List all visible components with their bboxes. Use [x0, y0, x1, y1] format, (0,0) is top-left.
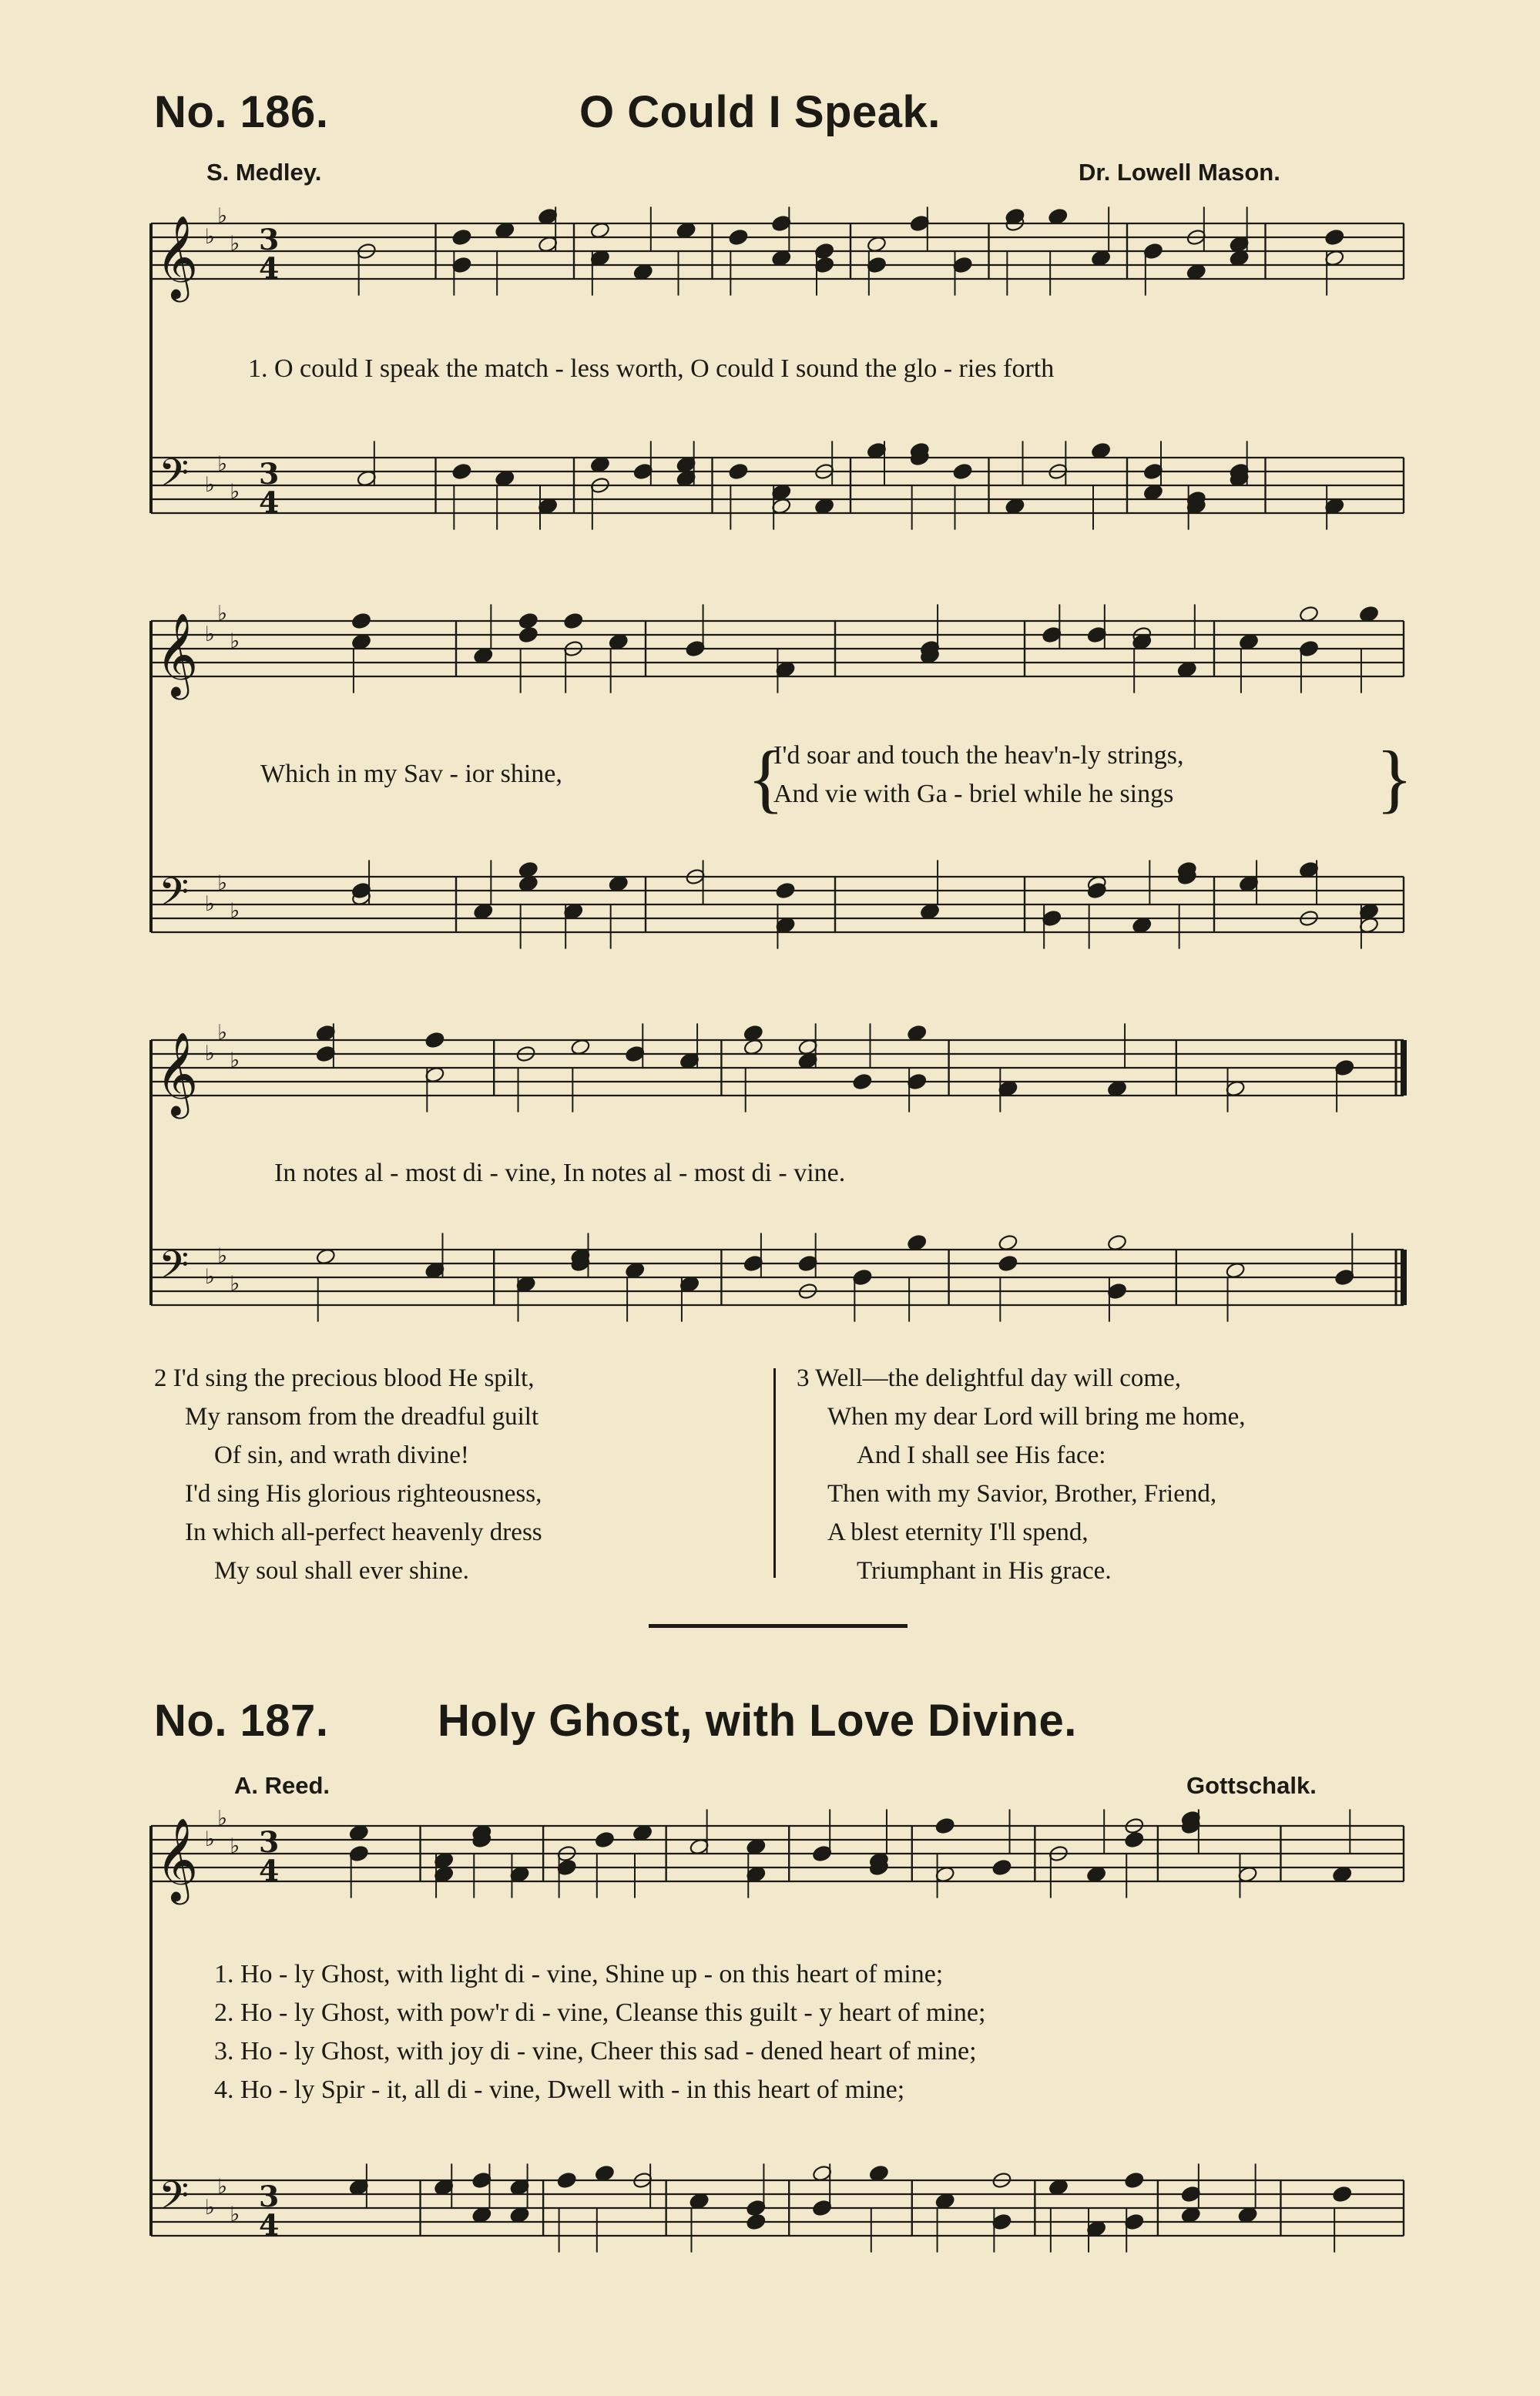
- note-head: [424, 1031, 445, 1049]
- verse-line: And I shall see His face:: [857, 1441, 1106, 1469]
- hymn-186-system-3-lyric: In notes al - most di - vine, In notes al - most di - vine.: [274, 1159, 846, 1187]
- verse-line: I'd sing His glorious righteousness,: [185, 1480, 542, 1508]
- hymn-186-lyricist: S. Medley.: [206, 159, 322, 186]
- hymn-187-title: Holy Ghost, with Love Divine.: [438, 1696, 1077, 1746]
- closing-brace-icon: }: [1376, 735, 1413, 820]
- flat-icon: ♭: [230, 1272, 240, 1297]
- flat-icon: ♭: [230, 232, 240, 257]
- time-signature-numerator: 3: [259, 457, 280, 492]
- flat-icon: ♭: [205, 2196, 215, 2220]
- treble-clef-icon: 𝄞: [156, 215, 199, 300]
- hymn-186-verse-3: [797, 1359, 1246, 1590]
- verse-line: 3 Well—the delightful day will come,: [797, 1364, 1181, 1392]
- note-head: [518, 612, 538, 629]
- flat-icon: ♭: [205, 1042, 215, 1066]
- hymn-186-system-1-lyric: 1. O could I speak the match - less worth, O could I sound the glo - ries forth: [248, 354, 1055, 383]
- hymn-187-lyric-4: 4. Ho - ly Spir - it, all di - vine, Dwell with - in this heart of mine;: [214, 2076, 905, 2104]
- verse-line: Triumphant in His grace.: [857, 1557, 1112, 1585]
- time-signature-numerator: 3: [259, 2180, 280, 2214]
- flat-icon: ♭: [230, 1049, 240, 1073]
- treble-clef-icon: 𝄞: [156, 1817, 199, 1902]
- flat-icon: ♭: [230, 1834, 240, 1859]
- note-head: [1324, 228, 1345, 246]
- flat-icon: ♭: [230, 899, 240, 924]
- flat-icon: ♭: [205, 473, 215, 498]
- treble-clef-icon: 𝄞: [156, 1032, 199, 1116]
- time-signature-denominator: 4: [259, 485, 280, 520]
- bass-clef-icon: 𝄢: [159, 2173, 190, 2228]
- verse-line: My ransom from the dreadful guilt: [185, 1403, 539, 1431]
- hymn-186-title: O Could I Speak.: [579, 87, 941, 137]
- flat-icon: ♭: [205, 225, 215, 250]
- note-head: [775, 881, 796, 899]
- note-head: [746, 2213, 767, 2230]
- flat-icon: ♭: [217, 602, 227, 626]
- flat-icon: ♭: [230, 629, 240, 654]
- time-signature-denominator: 4: [259, 2208, 280, 2243]
- note-head: [991, 1858, 1012, 1876]
- flat-icon: ♭: [217, 452, 227, 477]
- hymn-187-lyric-1: 1. Ho - ly Ghost, with light di - vine, Shine up - on this heart of mine;: [214, 1960, 944, 1988]
- note-head: [556, 2171, 577, 2189]
- verse-line: Of sin, and wrath divine!: [214, 1441, 469, 1469]
- flat-icon: ♭: [217, 1021, 227, 1045]
- note-head: [451, 462, 472, 480]
- note-head: [1124, 1831, 1145, 1848]
- hymn-187-lyricist: A. Reed.: [234, 1772, 330, 1799]
- note-head: [451, 228, 472, 246]
- hymn-186-number: No. 186.: [154, 87, 329, 137]
- verse-line: When my dear Lord will bring me home,: [827, 1403, 1246, 1431]
- flat-icon: ♭: [230, 480, 240, 505]
- bass-clef-icon: 𝄢: [159, 450, 190, 505]
- note-head: [595, 1831, 616, 1848]
- time-signature-numerator: 3: [259, 223, 280, 257]
- hymn-187-composer: Gottschalk.: [1186, 1772, 1317, 1799]
- flat-icon: ♭: [217, 871, 227, 896]
- hymn-186-system-2-lyric-left: Which in my Sav - ior shine,: [260, 760, 562, 788]
- note-head: [852, 1072, 873, 1090]
- verse-line: My soul shall ever shine.: [214, 1557, 469, 1585]
- flat-icon: ♭: [230, 2203, 240, 2227]
- note-head: [998, 1254, 1018, 1272]
- time-signature-numerator: 3: [259, 1825, 280, 1860]
- bass-clef-icon: 𝄢: [159, 1242, 190, 1297]
- verse-line: 2 I'd sing the precious blood He spilt,: [154, 1364, 535, 1392]
- hymn-186-composer: Dr. Lowell Mason.: [1079, 159, 1280, 186]
- flat-icon: ♭: [205, 1827, 215, 1852]
- flat-icon: ♭: [205, 622, 215, 647]
- section-divider: [649, 1624, 908, 1628]
- flat-icon: ♭: [217, 204, 227, 229]
- flat-icon: ♭: [217, 1244, 227, 1269]
- treble-clef-icon: 𝄞: [156, 612, 199, 697]
- note-head: [1124, 2171, 1145, 2189]
- verse-line: A blest eternity I'll spend,: [827, 1518, 1089, 1546]
- hymn-187-lyric-3: 3. Ho - ly Ghost, with joy di - vine, Cheer this sad - dened heart of mine;: [214, 2037, 977, 2065]
- flat-icon: ♭: [217, 2175, 227, 2200]
- bass-clef-icon: 𝄢: [159, 869, 190, 925]
- hymn-186-system-2-lyric-right-1: I'd soar and touch the heav'n-ly strings,: [773, 741, 1184, 770]
- note-head: [934, 1817, 955, 1834]
- flat-icon: ♭: [205, 892, 215, 917]
- note-head: [351, 612, 372, 629]
- flat-icon: ♭: [205, 1265, 215, 1290]
- note-head: [952, 462, 973, 480]
- verse-divider: [773, 1368, 776, 1578]
- verse-line: Then with my Savior, Brother, Friend,: [827, 1480, 1217, 1508]
- note-head: [563, 612, 584, 629]
- time-signature-denominator: 4: [259, 251, 280, 286]
- brace-icon: {: [747, 735, 784, 820]
- hymn-186-verse-2: [154, 1359, 542, 1590]
- note-head: [518, 626, 538, 643]
- note-head: [728, 462, 749, 480]
- time-signature-denominator: 4: [259, 1854, 280, 1888]
- flat-icon: ♭: [217, 1807, 227, 1831]
- hymn-186-system-2-lyric-right-2: And vie with Ga - briel while he sings: [773, 780, 1174, 808]
- hymn-187-lyric-2: 2. Ho - ly Ghost, with pow'r di - vine, Cleanse this guilt - y heart of mine;: [214, 1998, 986, 2027]
- verse-line: In which all-perfect heavenly dress: [185, 1518, 542, 1546]
- hymn-187-number: No. 187.: [154, 1696, 329, 1746]
- note-head: [1332, 2185, 1353, 2203]
- note-head: [728, 228, 749, 246]
